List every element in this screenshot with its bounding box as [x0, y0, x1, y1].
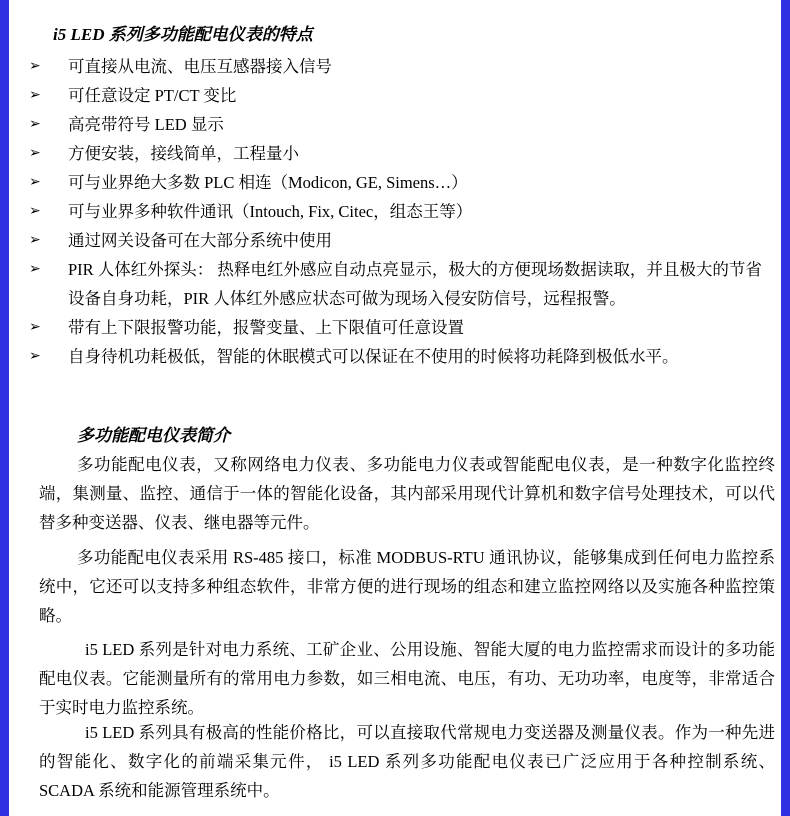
feature-item: [29, 81, 769, 110]
feature-item: [29, 110, 769, 139]
feature-item: [29, 52, 769, 81]
intro-paragraph: 多功能配电仪表采用 RS-485 接口，标准 MODBUS-RTU 通讯协议，能够集成到任何电力监控系统中，它还可以支持多种组态软件，非常方便的进行现场的组态和建立监控网络以及实施各种监控策略。: [39, 548, 775, 625]
feature-text: 可任意设定 PT/CT 变比: [68, 86, 237, 105]
intro-paragraph: i5 LED 系列具有极高的性能价格比，可以直接取代常规电力变送器及测量仪表。作为一种先进的智能化、数字化的前端采集元件， i5 LED 系列多功能配电仪表已广泛应用于各种控制系统、SCADA 系统和能源管理系统中。: [39, 723, 775, 800]
feature-text: 带有上下限报警功能，报警变量、上下限值可任意设置: [68, 318, 464, 337]
arrow-bullet-icon: ➢: [29, 232, 41, 248]
arrow-bullet-icon: ➢: [29, 116, 41, 132]
feature-item: [29, 313, 769, 342]
arrow-bullet-icon: ➢: [29, 58, 41, 74]
feature-text: 可与业界绝大多数 PLC 相连（Modicon, GE, Simens…）: [68, 173, 468, 192]
arrow-bullet-icon: ➢: [29, 87, 41, 103]
intro-paragraph: i5 LED 系列是针对电力系统、工矿企业、公用设施、智能大厦的电力监控需求而设计的多功能配电仪表。它能测量所有的常用电力参数，如三相电流、电压，有功、无功功率，电度等，非常适合于实时电力监控系统。: [39, 640, 775, 717]
feature-text: 通过网关设备可在大部分系统中使用: [68, 231, 332, 250]
document-page: [9, 0, 781, 816]
feature-text: PIR 人体红外探头： 热释电红外感应自动点亮显示，极大的方便现场数据读取，并且极大的节省设备自身功耗，PIR 人体红外感应状态可做为现场入侵安防信号，远程报警。: [68, 260, 762, 308]
intro-heading: 多功能配电仪表简介: [77, 426, 230, 445]
feature-text: 可与业界多种软件通讯（Intouch, Fix, Citec，组态王等）: [68, 202, 473, 221]
feature-item: [29, 197, 769, 226]
page-edge-right: [781, 0, 790, 816]
feature-text: 自身待机功耗极低，智能的休眠模式可以保证在不使用的时候将功耗降到极低水平。: [68, 347, 679, 366]
arrow-bullet-icon: ➢: [29, 261, 41, 277]
feature-item: [29, 168, 769, 197]
feature-item: [29, 342, 769, 371]
features-heading: i5 LED 系列多功能配电仪表的特点: [53, 25, 313, 44]
arrow-bullet-icon: ➢: [29, 319, 41, 335]
page-edge-left: [0, 0, 9, 816]
feature-item: [29, 226, 769, 255]
feature-item: [29, 139, 769, 168]
arrow-bullet-icon: ➢: [29, 145, 41, 161]
intro-paragraph: 多功能配电仪表，又称网络电力仪表、多功能电力仪表或智能配电仪表，是一种数字化监控终端，集测量、监控、通信于一体的智能化设备，其内部采用现代计算机和数字信号处理技术，可以代替多种变送器、仪表、继电器等元件。: [39, 455, 775, 532]
features-list: [29, 52, 769, 371]
feature-text: 可直接从电流、电压互感器接入信号: [68, 57, 332, 76]
feature-text: 高亮带符号 LED 显示: [68, 115, 224, 134]
feature-item: [29, 255, 769, 313]
arrow-bullet-icon: ➢: [29, 203, 41, 219]
arrow-bullet-icon: ➢: [29, 174, 41, 190]
arrow-bullet-icon: ➢: [29, 348, 41, 364]
feature-text: 方便安装，接线简单，工程量小: [68, 144, 299, 163]
